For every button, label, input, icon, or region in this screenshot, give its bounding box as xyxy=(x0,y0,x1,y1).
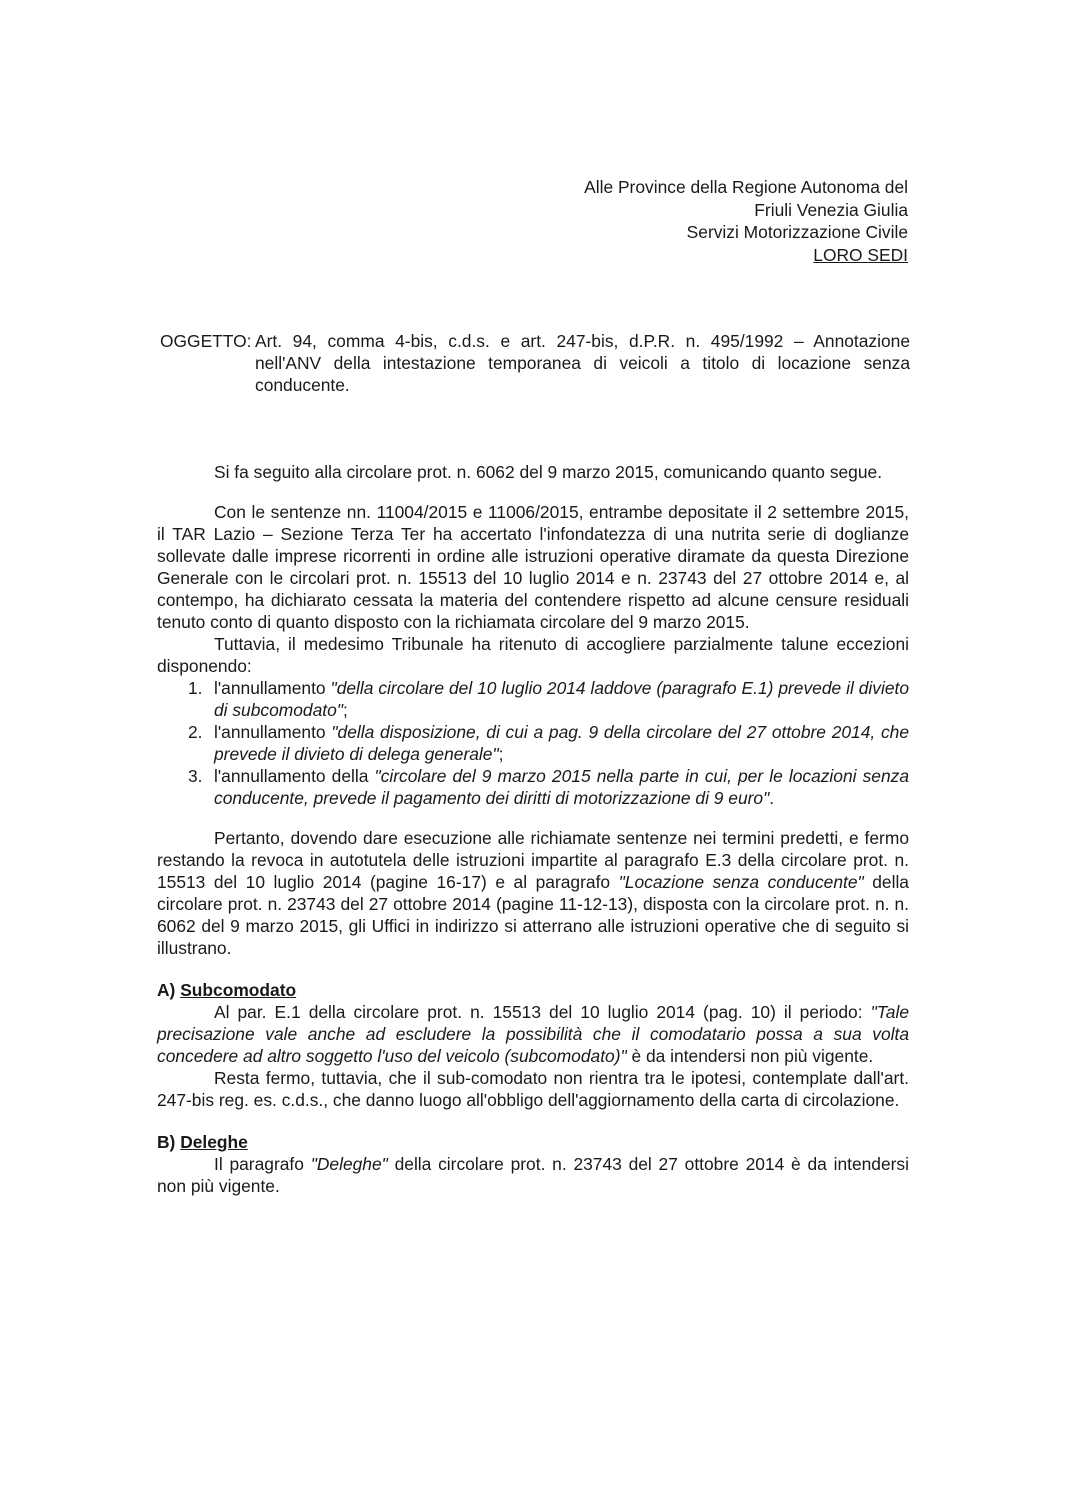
list-item xyxy=(157,721,909,765)
section-b-heading xyxy=(157,1131,909,1153)
addressee-line-4: LORO SEDI xyxy=(813,244,908,265)
letter-body xyxy=(157,461,909,1197)
paragraph-sentences: Con le sentenze nn. 11004/2015 e 11006/2015, entrambe depositate il 2 settembre 2015, il TAR Lazio – Sezione Terza Ter ha accertato l'infondatezza di una nutrita serie di doglianze sollevate dalle imprese ricorrenti in ordine alle istruzioni operative diramate da questa Direzione Generale con le circolari prot. n. 15513 del 10 luglio 2014 e n. 23743 del 27 ottobre 2014 e, al contempo, ha dichiarato cessata la materia del contendere rispetto ad alcune censure residuali tenuto conto di quanto disposto con la richiamata circolare del 9 marzo 2015. xyxy=(157,502,909,632)
annulment-list xyxy=(157,677,909,809)
list-item-text: l'annullamento xyxy=(214,722,332,742)
section-a-letter: A) xyxy=(157,980,176,1000)
list-item-text: l'annullamento xyxy=(214,678,331,698)
list-item-number: 2. xyxy=(188,722,203,742)
list-item-quote: "della disposizione, di cui a pag. 9 della circolare del 27 ottobre 2014, che prevede il divieto di delega generale" xyxy=(214,722,910,764)
list-item xyxy=(157,677,909,721)
section-b-letter: B) xyxy=(157,1132,176,1152)
section-a-title: Subcomodato xyxy=(180,980,297,1000)
addressee-line-1: Alle Province della Regione Autonoma del xyxy=(584,177,908,197)
section-a-heading xyxy=(157,979,909,1001)
list-item-end: . xyxy=(769,788,775,808)
paragraph-intro: Si fa seguito alla circolare prot. n. 6062 del 9 marzo 2015, comunicando quanto segue. xyxy=(214,462,883,482)
list-item-quote: "della circolare del 10 luglio 2014 laddove (paragrafo E.1) prevede il divieto di subcomodato" xyxy=(214,678,909,720)
addressee-line-3: Servizi Motorizzazione Civile xyxy=(686,222,908,242)
list-item-number: 1. xyxy=(188,678,203,698)
list-item-number: 3. xyxy=(188,766,203,786)
paragraph-therefore: Pertanto, dovendo dare esecuzione alle richiamate sentenze nei termini predetti, e fermo restando la revoca in autotutela delle istruzioni impartite al paragrafo E.3 della circolare prot. n. 15513 del 10 luglio 2014 (pagine 16-17) e al paragrafo "Locazione senza conducente" della circolare prot. n. 23743 del 27 ottobre 2014 (pagine 11-12-13), disposta con la circolare prot. n. n. 6062 del 9 marzo 2015, gli Uffici in indirizzo si atterrano alle istruzioni operative che di seguito si illustrano. xyxy=(157,828,909,958)
subject-block xyxy=(160,330,910,396)
list-item-end: ; xyxy=(498,744,504,764)
section-b-paragraph-1: Il paragrafo "Deleghe" della circolare prot. n. 23743 del 27 ottobre 2014 è da intendersi non più vigente. xyxy=(157,1154,909,1196)
section-a-paragraph-1: Al par. E.1 della circolare prot. n. 15513 del 10 luglio 2014 (pag. 10) il periodo: "Tale precisazione vale anche ad escludere la possibilità che il comodatario possa a sua volta concedere ad altro soggetto l'uso del veicolo (subcomodato)" è da intendersi non più vigente. xyxy=(157,1002,909,1066)
section-a-paragraph-2: Resta fermo, tuttavia, che il sub-comodato non rientra tra le ipotesi, contemplate dall'art. 247-bis reg. es. c.d.s., che danno luogo all'obbligo dell'aggiornamento della carta di circolazione. xyxy=(157,1068,909,1110)
list-item-quote: "circolare del 9 marzo 2015 nella parte in cui, per le locazioni senza conducente, prevede il pagamento dei diritti di motorizzazione di 9 euro" xyxy=(214,766,909,808)
list-item xyxy=(157,765,909,809)
list-item-end: ; xyxy=(342,700,348,720)
paragraph-tribunal: Tuttavia, il medesimo Tribunale ha ritenuto di accogliere parzialmente talune eccezioni disponendo: xyxy=(157,634,909,676)
list-item-text: l'annullamento della xyxy=(214,766,375,786)
subject-text: Art. 94, comma 4-bis, c.d.s. e art. 247-bis, d.P.R. n. 495/1992 – Annotazione nell'ANV della intestazione temporanea di veicoli a titolo di locazione senza conducente. xyxy=(255,331,910,395)
addressee-block xyxy=(584,176,908,266)
section-b-title: Deleghe xyxy=(180,1132,248,1152)
addressee-line-2: Friuli Venezia Giulia xyxy=(754,199,908,220)
subject-label: OGGETTO: xyxy=(160,331,252,351)
